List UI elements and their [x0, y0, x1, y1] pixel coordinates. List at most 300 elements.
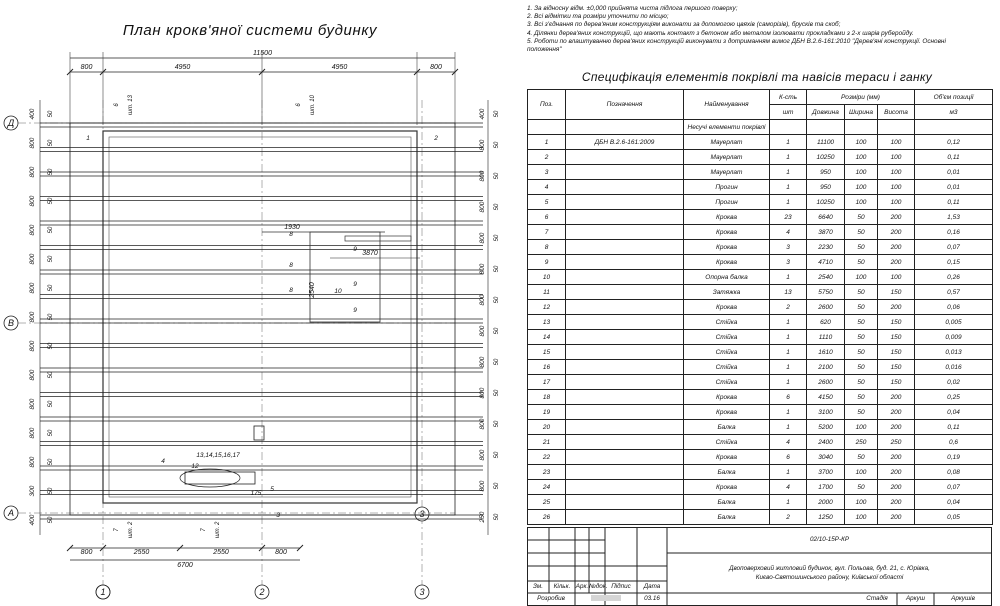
cell-designation [566, 330, 684, 345]
dim-left-gap-0: 50 [48, 110, 54, 118]
dim-top-2: 4950 [331, 64, 348, 71]
dim-right-gap-7: 50 [494, 327, 500, 335]
cell-volume: 0,26 [915, 270, 993, 285]
cell-pos: 16 [528, 360, 566, 375]
blurred-name [591, 595, 621, 601]
cell-volume: 0,05 [915, 510, 993, 525]
cell-name: Кроква [684, 225, 770, 240]
notes-block [527, 5, 992, 54]
cell-pos: 5 [528, 195, 566, 210]
cell-height: 100 [878, 270, 915, 285]
axis-label-h-0: Д [7, 118, 15, 128]
cell-pos: 21 [528, 435, 566, 450]
cell-volume: 0,07 [915, 240, 993, 255]
cell-height: 200 [878, 210, 915, 225]
dim-left-gap-1: 50 [48, 139, 54, 147]
pitch-pcs-13: шт. 13 [128, 95, 134, 115]
table-row [528, 285, 993, 300]
cell-width: 100 [845, 195, 878, 210]
cell-designation [566, 255, 684, 270]
dim-right-12: 800 [479, 480, 486, 492]
cell-designation [566, 150, 684, 165]
cell-pos: 19 [528, 405, 566, 420]
cell-qty: 2 [770, 300, 807, 315]
cell-length: 3870 [807, 225, 845, 240]
table-row [528, 465, 993, 480]
cell-width: 100 [845, 165, 878, 180]
dim-left-7: 800 [29, 311, 36, 323]
cell-height: 200 [878, 420, 915, 435]
spec-table [527, 89, 993, 525]
cell-qty: 1 [770, 405, 807, 420]
dim-left-2: 800 [29, 166, 36, 178]
cell-name: Стійка [684, 345, 770, 360]
dim-2540: 2540 [309, 282, 316, 298]
cell-qty: 4 [770, 435, 807, 450]
stage-label: Стадія [866, 595, 888, 602]
cell-designation [566, 510, 684, 525]
cell-height: 100 [878, 180, 915, 195]
title-block [527, 527, 992, 606]
cell-width: 100 [845, 465, 878, 480]
dim-right-8: 800 [479, 356, 486, 368]
cell-designation [566, 195, 684, 210]
cell-pos: 12 [528, 300, 566, 315]
dim-right-gap-9: 50 [494, 389, 500, 397]
callout-2: 3 [276, 512, 280, 519]
cell-qty: 2 [770, 510, 807, 525]
cell-volume: 0,6 [915, 435, 993, 450]
note-5: 5. Роботи по влаштуванню дерев'яних конструкцій виконувати з дотриманням вимог ДБН В.2.6-161:2010 "Дерев'яні конструкції. Основні положення" [527, 37, 946, 54]
cell-length: 3040 [807, 450, 845, 465]
axis-label-h-1: В [7, 318, 15, 328]
dim-left-gap-12: 50 [48, 458, 54, 466]
dim-right-1: 800 [479, 139, 486, 151]
developer-name-blurred [575, 595, 637, 602]
cell-name: Балка [684, 495, 770, 510]
dim-bottom-3: 800 [275, 549, 287, 556]
note-4: 4. Ділянки дерев'яних конструкцій, що мають контакт з бетоном або металом ізолювати прокладками з 2-х шарів руберойду. [527, 29, 914, 37]
group-label: Несучі елементи покрівлі [684, 120, 770, 135]
cell-pos: 15 [528, 345, 566, 360]
cell-length: 3700 [807, 465, 845, 480]
cell-height: 150 [878, 315, 915, 330]
cell-designation [566, 450, 684, 465]
table-row [528, 180, 993, 195]
cell-name: Балка [684, 420, 770, 435]
table-row [528, 480, 993, 495]
cell-qty: 4 [770, 225, 807, 240]
cell-volume: 0,04 [915, 405, 993, 420]
table-row [528, 135, 993, 150]
table-row [528, 150, 993, 165]
cell-height: 100 [878, 165, 915, 180]
cell-name: Балка [684, 465, 770, 480]
cell-height: 200 [878, 495, 915, 510]
cell-volume: 0,11 [915, 195, 993, 210]
cell-length: 5750 [807, 285, 845, 300]
cell-name: Прогин [684, 195, 770, 210]
dim-bottom-1: 2550 [133, 549, 150, 556]
cell-length: 1110 [807, 330, 845, 345]
cell-qty: 1 [770, 270, 807, 285]
cell-pos: 2 [528, 150, 566, 165]
cell-qty: 1 [770, 180, 807, 195]
callout-9: 9 [353, 281, 357, 288]
table-row [528, 210, 993, 225]
cell-length: 950 [807, 180, 845, 195]
cell-qty: 1 [770, 135, 807, 150]
table-row [528, 330, 993, 345]
cell-width: 100 [845, 180, 878, 195]
cell-pos: 7 [528, 225, 566, 240]
pitch-pcs-2-a: шт. 2 [128, 521, 134, 539]
callout-0: 1 [86, 135, 90, 142]
cell-height: 150 [878, 330, 915, 345]
table-row [528, 255, 993, 270]
dim-left-gap-10: 50 [48, 400, 54, 408]
cell-pos: 25 [528, 495, 566, 510]
dim-1930: 1930 [284, 224, 300, 231]
dim-right-10: 800 [479, 418, 486, 430]
table-row [528, 315, 993, 330]
cell-pos: 1 [528, 135, 566, 150]
dim-right-gap-4: 50 [494, 234, 500, 242]
cell-width: 50 [845, 255, 878, 270]
cell-width: 50 [845, 480, 878, 495]
dim-left-gap-8: 50 [48, 342, 54, 350]
sheets-label: Аркушів [951, 595, 975, 602]
cell-pos: 23 [528, 465, 566, 480]
dim-right-gap-13: 50 [494, 513, 500, 521]
cell-height: 250 [878, 435, 915, 450]
cell-qty: 3 [770, 240, 807, 255]
dim-right-11: 800 [479, 449, 486, 461]
object-line-1: Двоповерховий житловий будинок, вул. Польова, буд. 21, с. Юрівка, [729, 565, 930, 572]
cell-volume: 0,19 [915, 450, 993, 465]
cell-name: Стійка [684, 330, 770, 345]
axis-label-h-2: А [7, 508, 15, 518]
cell-length: 2100 [807, 360, 845, 375]
col-label-count: Кільк. [553, 583, 571, 590]
table-row [528, 450, 993, 465]
col-label-sheet: Арк. [575, 583, 589, 590]
cell-length: 5200 [807, 420, 845, 435]
dim-left-14: 400 [29, 514, 36, 526]
cell-length: 4710 [807, 255, 845, 270]
cell-qty: 6 [770, 390, 807, 405]
callout-6: 8 [289, 262, 293, 269]
cell-width: 50 [845, 240, 878, 255]
cell-pos: 17 [528, 375, 566, 390]
step-frame [185, 472, 255, 484]
dim-left-8: 800 [29, 340, 36, 352]
date-value: 03.16 [644, 595, 660, 602]
cell-height: 200 [878, 465, 915, 480]
table-row [528, 270, 993, 285]
cell-pos: 9 [528, 255, 566, 270]
dim-right-gap-3: 50 [494, 203, 500, 211]
cell-volume: 0,005 [915, 315, 993, 330]
table-row [528, 405, 993, 420]
cell-height: 200 [878, 240, 915, 255]
cell-volume: 0,013 [915, 345, 993, 360]
col-label-change: Зм. [533, 583, 543, 590]
dim-right-2: 800 [479, 170, 486, 182]
dim-right-9: 800 [479, 387, 486, 399]
dim-right-gap-12: 50 [494, 482, 500, 490]
dim-left-5: 800 [29, 253, 36, 265]
cell-qty: 4 [770, 480, 807, 495]
note-3: 3. Всі з'єднання по дерев'яним конструкціям виконати за допомогою цвяхів (саморізів), брусків та скоб; [527, 21, 841, 29]
cell-pos: 8 [528, 240, 566, 255]
dim-left-gap-7: 50 [48, 313, 54, 321]
pitch-7-b: 7 [201, 528, 207, 532]
cell-pos: 20 [528, 420, 566, 435]
dim-left-gap-6: 50 [48, 284, 54, 292]
cell-designation [566, 390, 684, 405]
cell-pos: 14 [528, 330, 566, 345]
cell-length: 2000 [807, 495, 845, 510]
table-row [528, 510, 993, 525]
dim-top-3: 800 [430, 64, 442, 71]
cell-volume: 0,009 [915, 330, 993, 345]
dim-left-6: 800 [29, 282, 36, 294]
cell-length: 950 [807, 165, 845, 180]
cell-designation [566, 180, 684, 195]
cell-length: 2600 [807, 375, 845, 390]
cell-width: 50 [845, 360, 878, 375]
cell-width: 50 [845, 315, 878, 330]
dim-left-13: 300 [29, 485, 36, 497]
cell-pos: 26 [528, 510, 566, 525]
cell-length: 10250 [807, 150, 845, 165]
cell-qty: 1 [770, 195, 807, 210]
callout-11: 10 [334, 288, 342, 295]
cell-pos: 22 [528, 450, 566, 465]
dim-left-10: 800 [29, 398, 36, 410]
dim-left-gap-13: 50 [48, 487, 54, 495]
cell-height: 200 [878, 405, 915, 420]
cell-designation: ДБН В.2.6-161:2009 [566, 135, 684, 150]
dim-left-gap-11: 50 [48, 429, 54, 437]
dim-left-12: 800 [29, 456, 36, 468]
table-row [528, 195, 993, 210]
axis-label-v-2: 3 [419, 587, 425, 597]
cell-length: 2600 [807, 300, 845, 315]
object-line-2: Києво-Святошинського району, Київської області [755, 574, 904, 581]
pitch-7-a: 7 [114, 528, 120, 532]
dim-overall: 11500 [253, 50, 272, 57]
cell-height: 150 [878, 375, 915, 390]
table-row [528, 300, 993, 315]
col-pos: Поз. [528, 90, 566, 120]
cell-height: 200 [878, 225, 915, 240]
cell-length: 2400 [807, 435, 845, 450]
post-marker [254, 426, 264, 440]
mauerlat-inner [109, 137, 411, 497]
dim-left-gap-5: 50 [48, 255, 54, 263]
dim-3870: 3870 [362, 250, 378, 257]
cell-qty: 1 [770, 465, 807, 480]
dim-right-gap-10: 50 [494, 420, 500, 428]
cell-width: 50 [845, 285, 878, 300]
table-row [528, 495, 993, 510]
cell-designation [566, 210, 684, 225]
cell-volume: 0,57 [915, 285, 993, 300]
cell-pos: 24 [528, 480, 566, 495]
cell-qty: 23 [770, 210, 807, 225]
doc-code: 02/10-15Р-КР [809, 536, 850, 543]
cell-length: 11100 [807, 135, 845, 150]
cell-name: Мауерлат [684, 150, 770, 165]
callout-7: 8 [289, 287, 293, 294]
cell-width: 100 [845, 135, 878, 150]
wall-outline [103, 131, 417, 503]
dim-left-gap-3: 50 [48, 197, 54, 205]
callout-12: 12 [191, 463, 199, 470]
table-row [528, 165, 993, 180]
cell-qty: 1 [770, 150, 807, 165]
cell-width: 50 [845, 225, 878, 240]
cell-length: 10250 [807, 195, 845, 210]
cell-height: 200 [878, 480, 915, 495]
callout-3: 4 [161, 458, 165, 465]
dim-bottom-2: 2550 [213, 549, 229, 556]
dim-left-9: 800 [29, 369, 36, 381]
cell-height: 150 [878, 345, 915, 360]
callout-4: 5 [270, 486, 274, 493]
pitch-6-b: 6 [296, 103, 302, 107]
cell-volume: 0,12 [915, 135, 993, 150]
cell-volume: 0,06 [915, 300, 993, 315]
cell-designation [566, 345, 684, 360]
cell-name: Мауерлат [684, 135, 770, 150]
cell-pos: 13 [528, 315, 566, 330]
cell-height: 200 [878, 510, 915, 525]
dim-top-0: 800 [80, 64, 93, 71]
table-row [528, 225, 993, 240]
col-qty: К-сть [770, 90, 807, 105]
cell-volume: 0,11 [915, 420, 993, 435]
cell-width: 100 [845, 495, 878, 510]
dim-right-7: 800 [479, 325, 486, 337]
cell-designation [566, 165, 684, 180]
col-label-doc: №док. [589, 583, 608, 590]
sheet-label: Аркуш [905, 595, 926, 602]
table-row [528, 375, 993, 390]
dim-right-gap-0: 50 [494, 110, 500, 118]
pitch-pcs-2-b: шт. 2 [215, 521, 221, 539]
dim-left-gap-2: 50 [48, 168, 54, 176]
col-height: Висота [878, 105, 915, 120]
dim-left-11: 800 [29, 427, 36, 439]
cell-qty: 1 [770, 360, 807, 375]
cell-length: 2230 [807, 240, 845, 255]
cell-name: Опорна балка [684, 270, 770, 285]
cell-height: 100 [878, 150, 915, 165]
pitch-pcs-10: шт. 10 [310, 95, 316, 115]
cell-designation [566, 495, 684, 510]
dim-left-4: 800 [29, 224, 36, 236]
cell-name: Кроква [684, 480, 770, 495]
cell-qty: 1 [770, 330, 807, 345]
cell-name: Мауерлат [684, 165, 770, 180]
dim-right-gap-5: 50 [494, 265, 500, 273]
dim-left-gap-9: 50 [48, 371, 54, 379]
dim-right-gap-11: 50 [494, 451, 500, 459]
cell-volume: 0,02 [915, 375, 993, 390]
cell-name: Стійка [684, 315, 770, 330]
callout-14: 175 [250, 490, 262, 497]
callout-10: 9 [353, 307, 357, 314]
plan-title: План крокв'яної системи будинку [122, 22, 378, 39]
cell-height: 100 [878, 135, 915, 150]
dim-right-gap-6: 50 [494, 296, 500, 304]
cell-width: 50 [845, 390, 878, 405]
col-volume-unit: м3 [915, 105, 993, 120]
cell-height: 150 [878, 360, 915, 375]
callout-8: 9 [353, 246, 357, 253]
axis-label-v3: 3 [419, 509, 425, 519]
cell-qty: 1 [770, 495, 807, 510]
cell-qty: 13 [770, 285, 807, 300]
cell-length: 1610 [807, 345, 845, 360]
cell-designation [566, 480, 684, 495]
cell-designation [566, 315, 684, 330]
cell-width: 50 [845, 210, 878, 225]
group-row [528, 120, 993, 135]
table-row [528, 435, 993, 450]
table-row [528, 390, 993, 405]
cell-name: Балка [684, 510, 770, 525]
dim-right-0: 400 [479, 108, 486, 120]
cell-name: Стійка [684, 360, 770, 375]
cell-name: Кроква [684, 390, 770, 405]
cell-designation [566, 465, 684, 480]
cell-designation [566, 285, 684, 300]
cell-name: Прогин [684, 180, 770, 195]
cell-volume: 0,25 [915, 390, 993, 405]
dim-right-13: 250 [479, 511, 486, 523]
table-row [528, 345, 993, 360]
cell-width: 100 [845, 510, 878, 525]
col-label-sign: Підпис [611, 583, 631, 590]
cell-width: 100 [845, 270, 878, 285]
cell-name: Кроква [684, 450, 770, 465]
col-qty-unit: шт [770, 105, 807, 120]
cell-name: Кроква [684, 210, 770, 225]
cell-volume: 0,016 [915, 360, 993, 375]
cell-width: 250 [845, 435, 878, 450]
cell-designation [566, 420, 684, 435]
cell-qty: 1 [770, 375, 807, 390]
dim-right-4: 800 [479, 232, 486, 244]
cell-name: Затяжка [684, 285, 770, 300]
note-2: 2. Всі відмітки та розміри уточнити по місцю; [527, 13, 669, 21]
porch-beam [345, 236, 411, 241]
cell-height: 150 [878, 285, 915, 300]
cell-name: Кроква [684, 255, 770, 270]
col-label-date: Дата [643, 583, 661, 590]
cell-designation [566, 270, 684, 285]
cell-length: 2540 [807, 270, 845, 285]
cell-designation [566, 300, 684, 315]
cell-name: Кроква [684, 405, 770, 420]
dim-right-3: 800 [479, 201, 486, 213]
col-volume: Об'єм позиції [915, 90, 993, 105]
cell-qty: 3 [770, 255, 807, 270]
